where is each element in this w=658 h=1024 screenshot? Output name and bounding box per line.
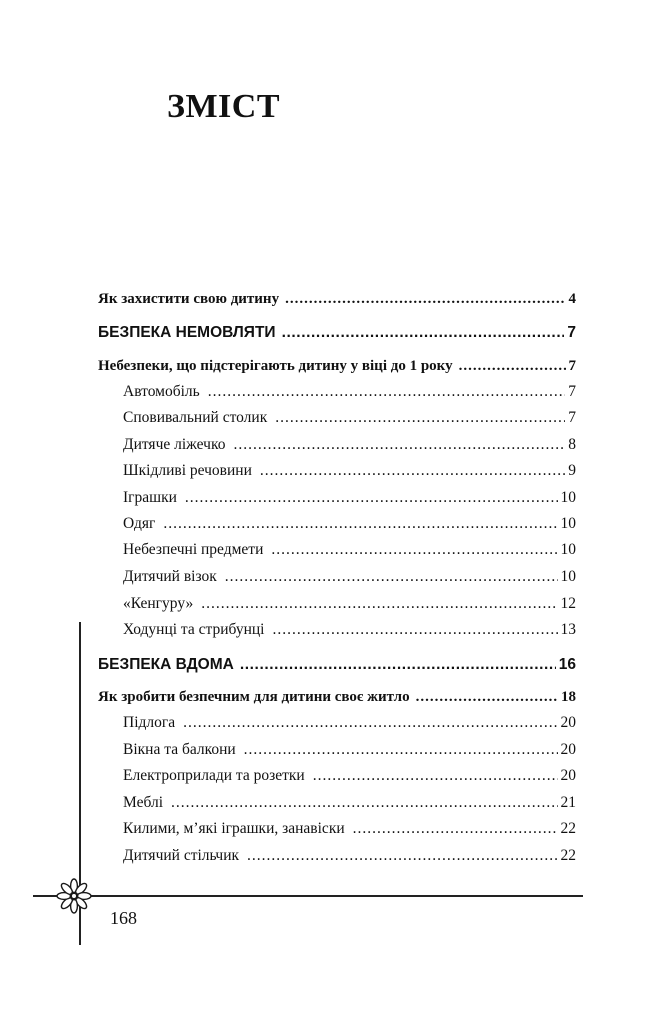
toc-entry-label: Дитяче ліжечко [123, 436, 226, 453]
page-title: ЗМІСТ [167, 88, 280, 125]
toc-entry-label: Підлога [123, 714, 176, 731]
toc-leader [225, 568, 558, 586]
toc-entry-page: 21 [560, 794, 576, 811]
toc-subentry[interactable] [123, 714, 576, 732]
toc-entry-page: 10 [560, 489, 576, 506]
toc-section-heading[interactable] [98, 324, 576, 342]
toc-leader [275, 409, 565, 427]
toc-entry-label: Сповивальний столик [123, 409, 268, 426]
toc-leader [282, 324, 565, 342]
toc-subentry[interactable] [123, 820, 576, 838]
toc-leader [208, 383, 566, 401]
toc-entry-page: 8 [568, 436, 576, 453]
toc-entry-label: Килими, м’які іграшки, занавіски [123, 820, 345, 837]
toc-entry[interactable] [98, 689, 576, 706]
toc-entry-page: 13 [560, 621, 576, 638]
toc-entry-page: 10 [560, 515, 576, 532]
toc-entry-page: 20 [560, 741, 576, 758]
toc-leader [201, 595, 557, 613]
toc-entry-page: 10 [560, 541, 576, 558]
toc-entry-page: 7 [568, 383, 576, 400]
toc-entry-label: Шкідливі речовини [123, 462, 252, 479]
toc-leader [183, 714, 557, 732]
toc-leader [416, 689, 558, 706]
toc-entry-label: БЕЗПЕКА ВДОМА [98, 656, 234, 673]
toc-subentry[interactable] [123, 489, 576, 507]
toc-leader [271, 541, 557, 559]
toc-entry-label: «Кенгуру» [123, 595, 194, 612]
toc-leader [233, 436, 565, 454]
flower-icon [56, 878, 92, 914]
toc-entry-page: 12 [560, 595, 576, 612]
toc-entry[interactable] [98, 358, 576, 375]
toc-entry-label: Автомобіль [123, 383, 200, 400]
toc-entry-label: Одяг [123, 515, 156, 532]
toc-leader [163, 515, 557, 533]
toc-subentry[interactable] [123, 462, 576, 480]
toc-entry[interactable] [98, 291, 576, 308]
toc-leader [244, 741, 558, 759]
toc-entry-page: 22 [560, 820, 576, 837]
toc-subentry[interactable] [123, 794, 576, 812]
toc-leader [171, 794, 558, 812]
page-number: 168 [110, 908, 137, 928]
toc-subentry[interactable] [123, 541, 576, 559]
toc-entry-page: 20 [560, 714, 576, 731]
toc-entry-page: 9 [568, 462, 576, 479]
toc-leader [247, 847, 557, 865]
toc-subentry[interactable] [123, 741, 576, 759]
toc-entry-label: Меблі [123, 794, 163, 811]
toc-entry-page: 7 [568, 358, 576, 374]
toc-entry-page: 18 [561, 689, 576, 705]
toc-entry-label: Дитячий візок [123, 568, 217, 585]
toc-entry-page: 22 [560, 847, 576, 864]
toc-entry-label: Небезпеки, що підстерігають дитину у віці до 1 року [98, 358, 453, 374]
toc-leader [272, 621, 557, 639]
toc-leader [185, 489, 558, 507]
toc-section-heading[interactable] [98, 656, 576, 674]
toc-leader [313, 767, 558, 785]
toc-entry-page: 4 [568, 291, 576, 307]
footer-rule [33, 895, 583, 897]
toc-entry-label: БЕЗПЕКА НЕМОВЛЯТИ [98, 324, 276, 341]
toc-entry-label: Небезпечні предмети [123, 541, 264, 558]
toc-subentry[interactable] [123, 621, 576, 639]
toc-subentry[interactable] [123, 847, 576, 865]
toc-entry-label: Як зробити безпечним для дитини своє житло [98, 689, 410, 705]
toc-entry-label: Іграшки [123, 489, 177, 506]
toc-entry-label: Вікна та балкони [123, 741, 236, 758]
toc-entry-page: 16 [558, 656, 576, 673]
toc-leader [459, 358, 566, 375]
toc-leader [285, 291, 565, 308]
toc-subentry[interactable] [123, 409, 576, 427]
toc-subentry[interactable] [123, 436, 576, 454]
toc-subentry[interactable] [123, 595, 576, 613]
toc-entry-page: 20 [560, 767, 576, 784]
toc-entry-label: Дитячий стільчик [123, 847, 240, 864]
toc-subentry[interactable] [123, 383, 576, 401]
toc-entry-page: 7 [568, 409, 576, 426]
toc-entry-page: 7 [567, 324, 576, 341]
toc-leader [353, 820, 558, 838]
toc-leader [260, 462, 565, 480]
toc-leader [240, 656, 556, 674]
toc-subentry[interactable] [123, 515, 576, 533]
toc-subentry[interactable] [123, 568, 576, 586]
toc-subentry[interactable] [123, 767, 576, 785]
toc-entry-label: Як захистити свою дитину [98, 291, 280, 307]
toc-entry-label: Електроприлади та розетки [123, 767, 305, 784]
toc-entry-page: 10 [560, 568, 576, 585]
toc-entry-label: Ходунці та стрибунці [123, 621, 265, 638]
